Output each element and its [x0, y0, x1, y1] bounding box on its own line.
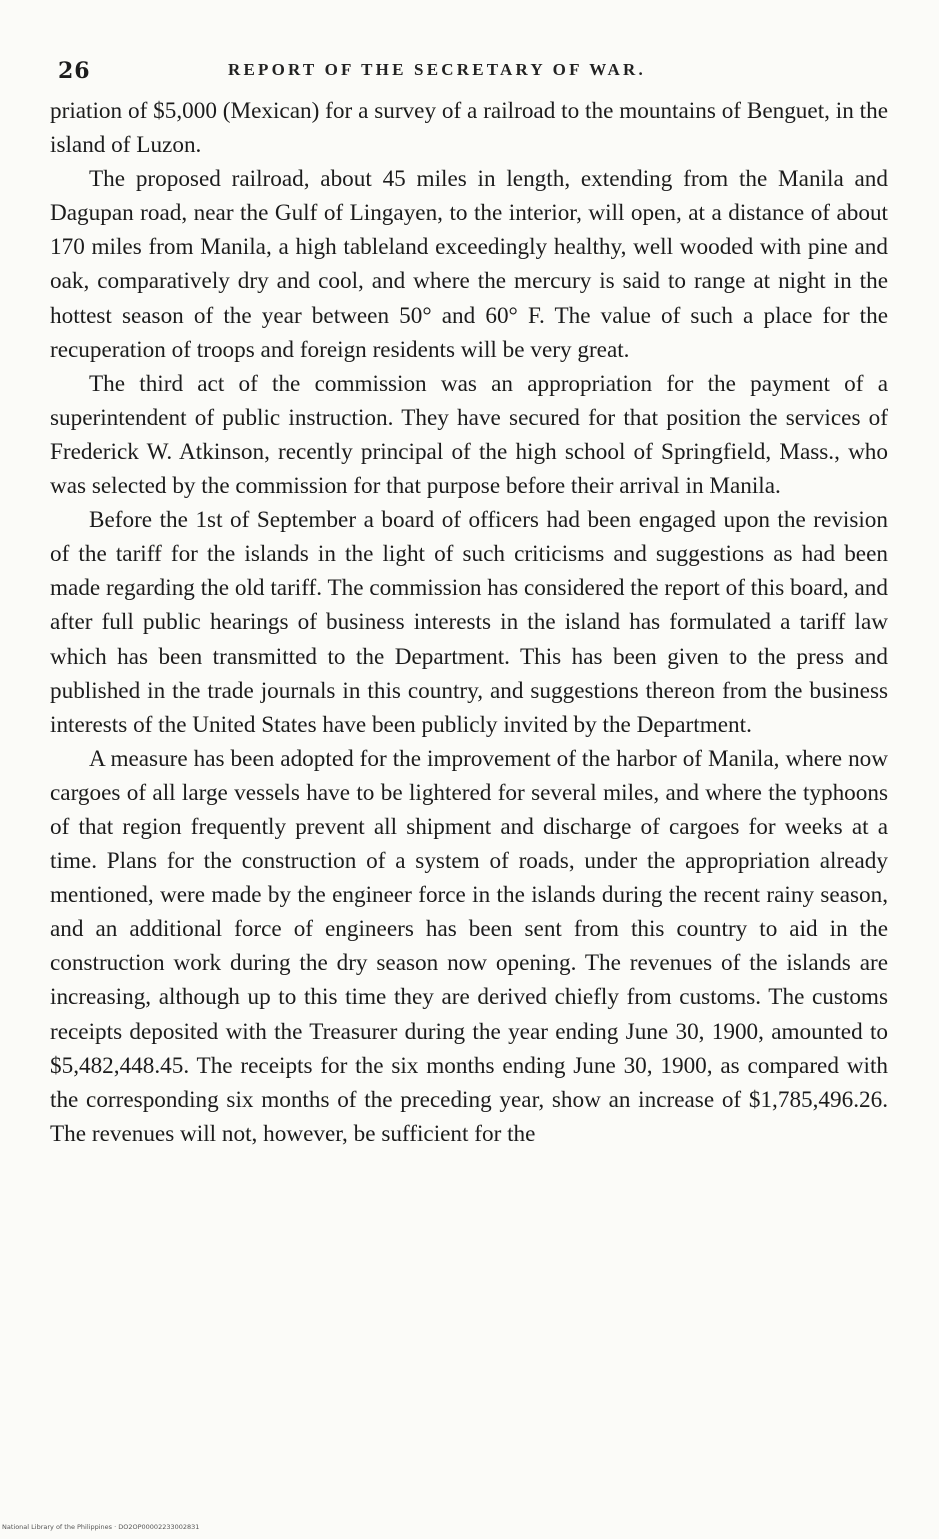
page-header	[58, 58, 888, 88]
paragraph-railroad: The proposed railroad, about 45 miles in length, extending from the Manila and Dagupan road, near the Gulf of Lingayen, to the interior, will open, at a distance of about 170 miles from Manila, a high tableland exceedingly healthy, well wooded with pine and oak, comparatively dry and cool, and where the mercury is said to range at night in the hottest season of the year between 50° and 60° F. The value of such a place for the recuperation of troops and foreign residents will be very great.	[50, 166, 888, 363]
paragraph-instruction: The third act of the commission was an appropriation for the payment of a superintendent of public instruction. They have secured for that position the services of Frederick W. Atkinson, recently principal of the high school of Springfield, Mass., who was selected by the commission for that purpose before their arrival in Manila.	[50, 370, 888, 500]
paragraph-harbor: A measure has been adopted for the improvement of the harbor of Manila, where now cargoes of all large vessels have to be lightered for several miles, and where the typhoons of that region frequently prevent all shipment and discharge of cargoes for weeks at a time. Plans for the construction of a system of roads, under the appropriation already mentioned, were made by the engineer force in the islands during the recent rainy season, and an additional force of engineers has been sent from this country to aid in the construction work during the dry season now opening. The revenues of the islands are increasing, although up to this time they are derived chiefly from customs. The customs receipts deposited with the Treasurer during the year ending June 30, 1900, amounted to $5,482,448.45. The receipts for the six months ending June 30, 1900, as compared with the corresponding six months of the preceding year, show an increase of $1,785,496.26. The revenues will not, however, be sufficient for the	[50, 745, 888, 1147]
library-watermark: National Library of the Philippines · DO2OP00002233002831	[2, 1523, 200, 1531]
page-number: 26	[58, 58, 91, 84]
paragraph-continuation: priation of $5,000 (Mexican) for a survey of a railroad to the mountains of Benguet, in the island of Luzon.	[50, 98, 888, 159]
body-text	[50, 94, 888, 1151]
paragraph-tariff: Before the 1st of September a board of officers had been engaged upon the revision of the tariff for the islands in the light of such criticisms and suggestions as had been made regarding the old tariff. The commission has considered the report of this board, and after full public hearings of business interests in the island has formulated a tariff law which has been transmitted to the Department. This has been given to the press and published in the trade journals in this country, and suggestions thereon from the business interests of the United States have been publicly invited by the Department.	[50, 507, 888, 738]
running-head: REPORT OF THE SECRETARY OF WAR.	[228, 60, 646, 79]
